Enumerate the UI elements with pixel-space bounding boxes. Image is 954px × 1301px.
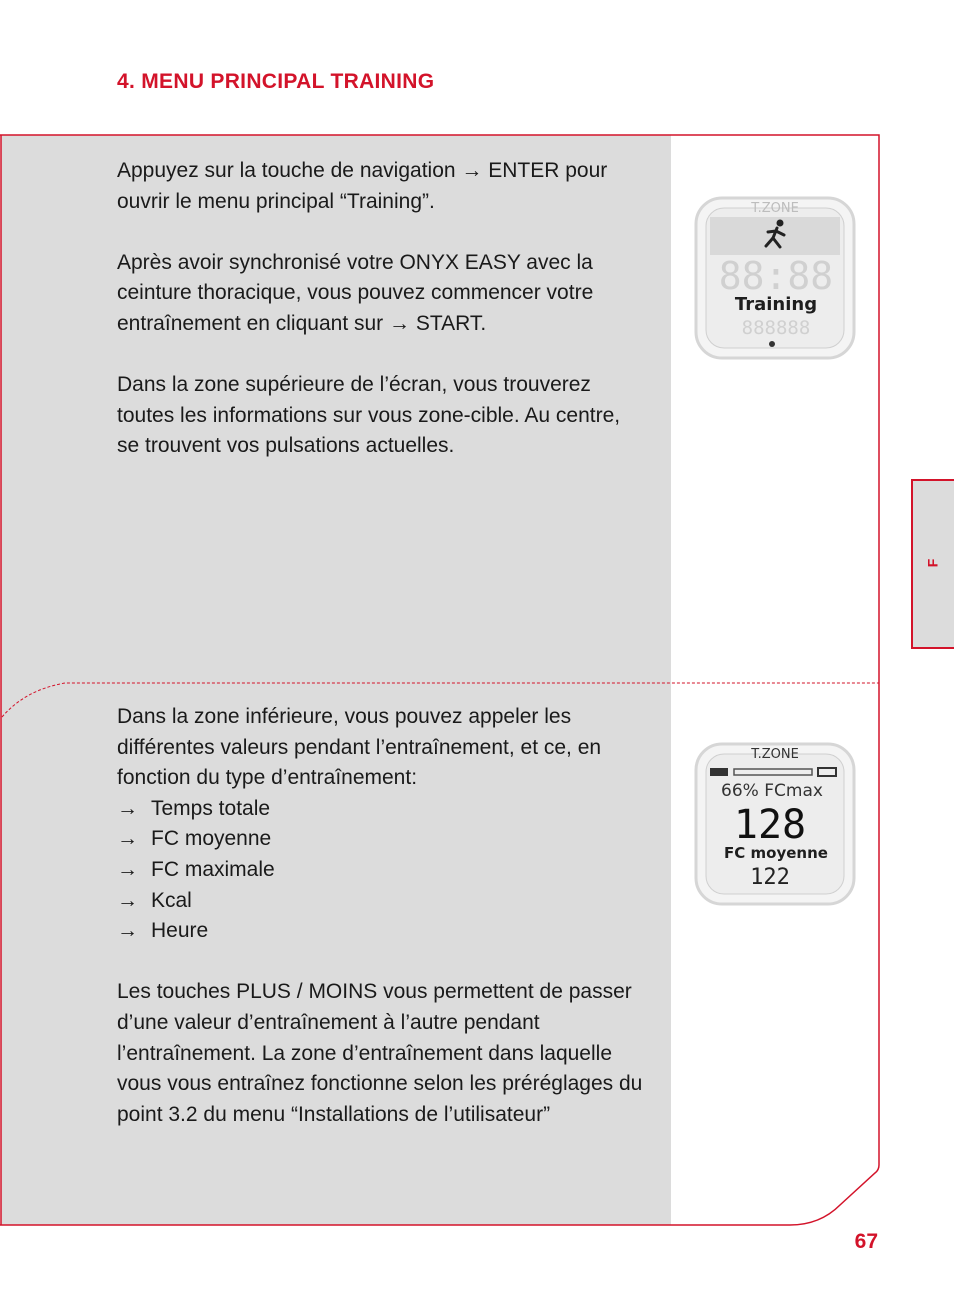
mode-label: Training xyxy=(734,294,818,315)
paragraph-zone-top: Dans la zone supérieure de l’écran, vous trouverez toutes les informations sur vous zone-cible. Au centre, se trouvent vos pulsations actuelles. xyxy=(117,373,621,458)
zone-label: T.ZONE xyxy=(751,201,799,216)
section2-text xyxy=(117,702,647,1130)
paragraph-sync: Après avoir synchronisé votre ONYX EASY avec la ceinture thoracique, vous pouvez commencer votre entraînement en cliquant sur → START. xyxy=(117,250,594,335)
arrow-icon: → xyxy=(117,827,138,851)
watch-display-values xyxy=(692,738,858,910)
arrow-icon: → xyxy=(117,857,138,881)
list-item: → Temps totale xyxy=(117,794,647,825)
language-tab-label: F xyxy=(924,558,941,568)
paragraph-plus-minus: Les touches PLUS / MOINS vous permettent de passer d’une valeur d’entraînement à l’autre pendant l’entraînement. La zone d’entraînement dans laquelle vous vous entraînez fonctionne selon les préréglages du point 3.2 du menu “Installations de l’utilisateur” xyxy=(117,980,643,1126)
list-item: → Heure xyxy=(117,916,647,947)
value-label: FC moyenne xyxy=(724,844,828,862)
section1-text xyxy=(117,156,647,462)
arrow-icon: → xyxy=(117,919,138,943)
list-item: → FC maximale xyxy=(117,855,647,886)
list-item: → FC moyenne xyxy=(117,824,647,855)
zone-readout: 66% FCmax xyxy=(721,781,823,801)
paragraph-lower-zone: Dans la zone inférieure, vous pouvez appeler les différentes valeurs pendant l’entraînement, et ce, en fonction du type d’entraînement: xyxy=(117,705,602,790)
arrow-icon: → xyxy=(117,888,138,912)
list-item: → Kcal xyxy=(117,886,647,917)
bottom-digits: 888888 xyxy=(741,317,811,339)
section-heading: 4. MENU PRINCIPAL TRAINING xyxy=(117,70,435,93)
zone-label: T.ZONE xyxy=(751,747,799,762)
paragraph-enter: Appuyez sur la touche de navigation → ENTER pour ouvrir le menu principal “Training”. xyxy=(117,159,608,213)
page-number: 67 xyxy=(854,1230,878,1253)
pulse-value: 128 xyxy=(733,802,807,848)
digits-display: 88:88 xyxy=(718,254,834,298)
watch-display-training xyxy=(692,192,858,364)
value-readout: 122 xyxy=(750,865,790,890)
value-list xyxy=(117,794,647,947)
brand-icon xyxy=(769,341,775,347)
arrow-icon: → xyxy=(117,796,138,820)
